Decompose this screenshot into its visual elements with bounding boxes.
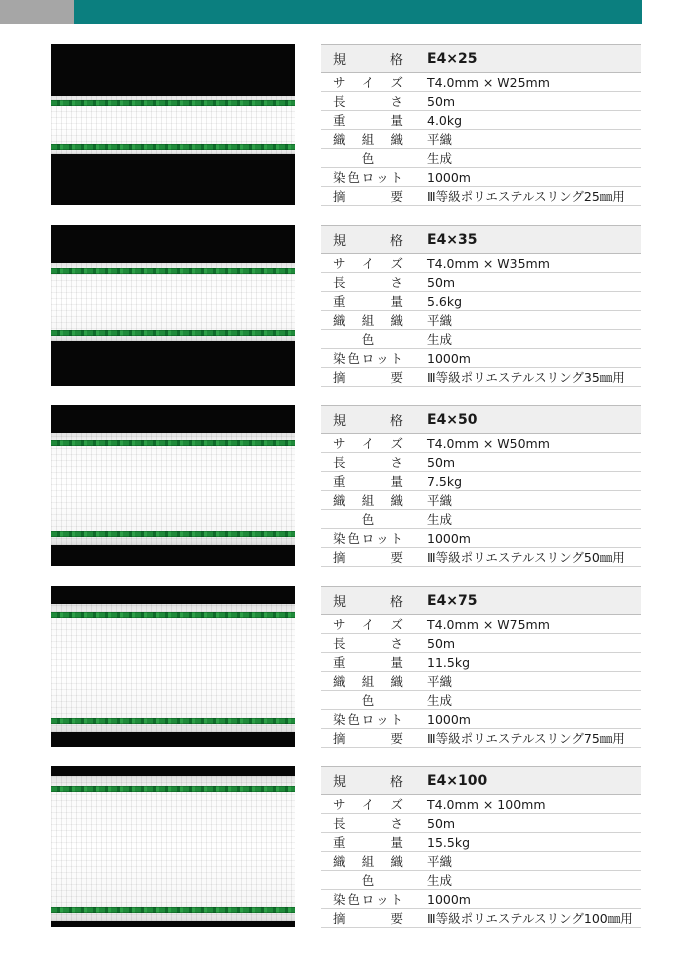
label-char: 色 [347,170,360,185]
label-char: サ [333,617,346,632]
label-char: サ [333,75,346,90]
label-standard [321,230,415,249]
label-char: さ [390,636,403,651]
label-size [321,254,415,272]
webbing-photo [51,766,295,927]
spec-table [321,44,641,206]
summary-value: Ⅲ等級ポリエステルスリング25㎜用 [415,187,641,206]
length-value: 50m [415,273,641,292]
webbing-photo [51,225,295,386]
spec-table [321,766,641,928]
length-value: 50m [415,634,641,653]
label-char: ト [390,170,403,185]
label-color [321,330,415,348]
label-weave [321,852,415,870]
weave-value: 平織 [415,852,641,871]
label-char: 組 [361,674,375,689]
label-char: 色 [347,892,360,907]
size-value: T4.0mm × W35mm [415,254,641,273]
label-standard [321,410,415,429]
label-char: 織 [333,854,346,869]
label-weave [321,672,415,690]
label-summary [321,548,415,566]
label-char: 摘 [333,370,346,385]
webbing-photo [51,44,295,205]
label-summary [321,187,415,205]
label-weight [321,653,415,671]
label-char: ズ [390,436,403,451]
product-block-e4x100 [0,766,680,930]
label-char: 規 [333,414,347,429]
webbing-photo [51,405,295,566]
label-length [321,273,415,291]
weight-value: 5.6kg [415,292,641,311]
label-summary [321,368,415,386]
dye-lot-value: 1000m [415,890,641,909]
label-char: 染 [333,531,346,546]
header-bar-gray [0,0,74,24]
label-weight [321,111,415,129]
label-char: サ [333,797,346,812]
label-dye-lot [321,710,415,728]
label-standard [321,49,415,68]
label-char: ズ [390,256,403,271]
size-value: T4.0mm × W25mm [415,73,641,92]
label-weight [321,472,415,490]
label-char: 格 [389,595,403,610]
label-standard [321,771,415,790]
label-char: 染 [333,170,346,185]
label-summary [321,729,415,747]
label-char: 織 [333,674,346,689]
label-summary [321,909,415,927]
product-block-e4x25 [0,44,680,208]
label-char: さ [390,816,403,831]
label-color [321,149,415,167]
size-value: T4.0mm × 100mm [415,795,641,814]
label-size [321,73,415,91]
label-char: 規 [333,595,347,610]
label-char: 織 [390,493,403,508]
label-char: 組 [361,854,375,869]
label-char: 織 [390,132,403,147]
product-block-e4x35 [0,225,680,389]
label-char: 色 [347,351,360,366]
label-char: さ [390,275,403,290]
label-char: 摘 [333,550,346,565]
label-char: 要 [390,189,403,204]
label-char: 長 [333,636,346,651]
label-color [321,871,415,889]
spec-table [321,225,641,387]
label-char: サ [333,436,346,451]
label-char: 格 [389,414,403,429]
label-char: サ [333,256,346,271]
color-value: 生成 [415,871,641,890]
label-char: 長 [333,455,346,470]
product-block-e4x75 [0,586,680,750]
label-char: ッ [376,892,389,907]
label-char: 量 [390,835,403,850]
label-char: ッ [376,531,389,546]
label-char: 規 [333,775,347,790]
label-dye-lot [321,349,415,367]
weight-value: 7.5kg [415,472,641,491]
label-weave [321,311,415,329]
label-char: 重 [333,113,346,128]
label-char: 色 [347,712,360,727]
summary-value: Ⅲ等級ポリエステルスリング35㎜用 [415,368,641,387]
label-char: 量 [390,113,403,128]
label-char: 量 [390,474,403,489]
label-dye-lot [321,168,415,186]
webbing-photo [51,586,295,747]
label-char: ズ [390,797,403,812]
label-char: 織 [390,313,403,328]
weave-value: 平織 [415,311,641,330]
product-name: E4×75 [415,587,641,615]
label-char: 染 [333,712,346,727]
label-char: 重 [333,655,346,670]
label-char: 摘 [333,189,346,204]
label-char: 織 [390,854,403,869]
label-char: ッ [376,351,389,366]
dye-lot-value: 1000m [415,349,641,368]
label-char: イ [361,256,375,271]
label-char: ロ [361,712,375,727]
label-char: ト [390,351,403,366]
label-char: 重 [333,474,346,489]
dye-lot-value: 1000m [415,710,641,729]
color-value: 生成 [415,510,641,529]
label-char: ロ [361,892,375,907]
label-char: 摘 [333,731,346,746]
label-length [321,814,415,832]
label-char: ト [390,892,403,907]
label-char: イ [361,617,375,632]
label-dye-lot [321,529,415,547]
label-char: ト [390,531,403,546]
color-value: 生成 [415,330,641,349]
label-char: さ [390,455,403,470]
label-weave [321,491,415,509]
label-char: 要 [390,911,403,926]
label-char: ズ [390,75,403,90]
weight-value: 15.5kg [415,833,641,852]
product-block-e4x50 [0,405,680,569]
label-char: イ [361,436,375,451]
label-char: イ [361,797,375,812]
weight-value: 11.5kg [415,653,641,672]
label-char: 組 [361,132,375,147]
label-char: イ [361,75,375,90]
dye-lot-value: 1000m [415,529,641,548]
label-char: 量 [390,655,403,670]
label-char: 組 [361,493,375,508]
label-char: 長 [333,816,346,831]
label-char: 色 [347,531,360,546]
label-char: ト [390,712,403,727]
label-char: 量 [390,294,403,309]
weave-value: 平織 [415,130,641,149]
length-value: 50m [415,453,641,472]
size-value: T4.0mm × W50mm [415,434,641,453]
label-char: 要 [390,731,403,746]
label-weight [321,292,415,310]
label-char: ッ [376,712,389,727]
label-length [321,453,415,471]
label-weave [321,130,415,148]
summary-value: Ⅲ等級ポリエステルスリング100㎜用 [415,909,641,928]
weave-value: 平織 [415,491,641,510]
label-char: 色 [361,151,375,166]
weave-value: 平織 [415,672,641,691]
label-char: ロ [361,351,375,366]
label-char: ロ [361,170,375,185]
product-name: E4×25 [415,45,641,73]
label-char: 重 [333,835,346,850]
color-value: 生成 [415,691,641,710]
product-name: E4×50 [415,406,641,434]
product-name: E4×35 [415,226,641,254]
label-size [321,795,415,813]
label-color [321,510,415,528]
label-char: 色 [361,873,375,888]
size-value: T4.0mm × W75mm [415,615,641,634]
label-char: 織 [333,493,346,508]
label-color [321,691,415,709]
label-char: 染 [333,351,346,366]
label-length [321,92,415,110]
label-char: 摘 [333,911,346,926]
spec-table [321,586,641,748]
label-char: 格 [389,53,403,68]
label-char: 色 [361,693,375,708]
length-value: 50m [415,814,641,833]
label-length [321,634,415,652]
color-value: 生成 [415,149,641,168]
label-char: 規 [333,53,347,68]
label-char: 要 [390,550,403,565]
label-char: 長 [333,94,346,109]
label-char: 組 [361,313,375,328]
spec-table [321,405,641,567]
label-char: 織 [333,132,346,147]
header-bar-teal [74,0,642,24]
label-char: ズ [390,617,403,632]
label-char: 染 [333,892,346,907]
label-char: さ [390,94,403,109]
length-value: 50m [415,92,641,111]
label-char: 色 [361,512,375,527]
label-char: 重 [333,294,346,309]
label-char: 要 [390,370,403,385]
label-weight [321,833,415,851]
label-char: 織 [333,313,346,328]
dye-lot-value: 1000m [415,168,641,187]
label-char: 格 [389,775,403,790]
summary-value: Ⅲ等級ポリエステルスリング75㎜用 [415,729,641,748]
summary-value: Ⅲ等級ポリエステルスリング50㎜用 [415,548,641,567]
label-char: 色 [361,332,375,347]
label-size [321,434,415,452]
label-char: 織 [390,674,403,689]
label-dye-lot [321,890,415,908]
label-char: ッ [376,170,389,185]
label-char: 格 [389,234,403,249]
label-size [321,615,415,633]
weight-value: 4.0kg [415,111,641,130]
label-char: ロ [361,531,375,546]
label-char: 規 [333,234,347,249]
product-name: E4×100 [415,767,641,795]
label-standard [321,591,415,610]
label-char: 長 [333,275,346,290]
